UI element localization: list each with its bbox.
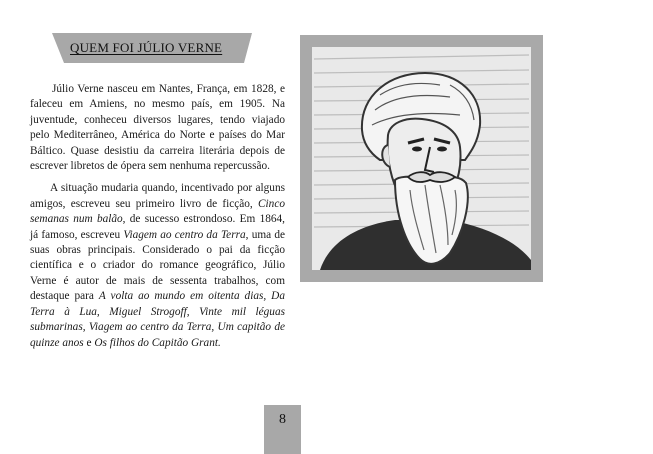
book-titles-list: A volta ao mundo em oitenta dias, Da Terra à Lua, Miguel Strogoff, Vinte mil léguas submarinas, Viagem ao centro da Terra, Um capitão de quinze anos: [30, 290, 285, 349]
portrait-drawing: [300, 35, 543, 282]
book-title: Viagem ao centro da Terra: [123, 228, 246, 241]
body-text: [30, 82, 285, 358]
text-run: , uma de suas obras principais. Considerado o pai da ficção científica e o criador do romance geográfico, Júlio Verne é autor de mais de sessenta trabalhos, com destaque para: [30, 228, 286, 303]
paragraph-2: [30, 181, 285, 350]
book-title: Os filhos do Capitão Grant.: [94, 336, 221, 349]
paragraph-1: Júlio Verne nasceu em Nantes, França, em 1828, e faleceu em Amiens, no mesmo país, em 1905. Na juventude, conheceu diversos lugares, tendo viajado pelo Mediterrâneo, América do Norte e países do Mar Báltico. Quase desistiu da carreira literária depois de escrever libretos de ópera sem nenhuma repercussão.: [30, 83, 285, 173]
portrait-illustration: [300, 35, 543, 282]
page-number: 8: [279, 412, 286, 427]
book-title: Cinco semanas num balão: [30, 197, 285, 226]
text-run: , de sucesso estrondoso. Em 1864, já famoso, escreveu: [30, 213, 285, 241]
text-run: e: [83, 336, 95, 349]
text-run: A situação mudaria quando, incentivado por alguns amigos, escreveu seu primeiro livro de ficção,: [30, 182, 285, 210]
section-title: QUEM FOI JÚLIO VERNE: [70, 40, 223, 55]
